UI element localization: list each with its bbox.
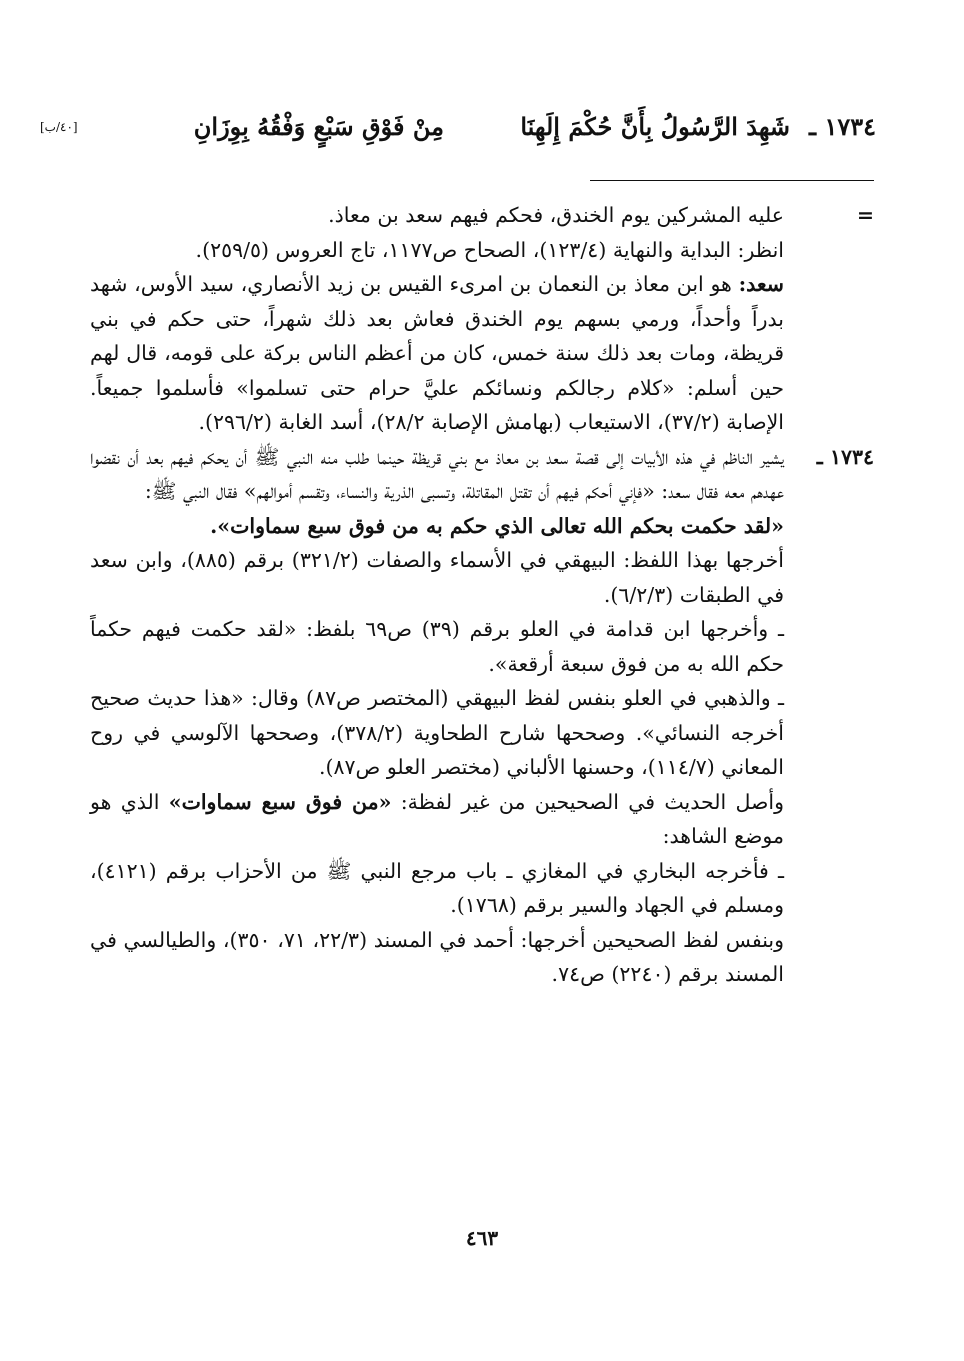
continuation-marker: =	[856, 203, 874, 227]
footnote-paragraph: ـ فأخرجه البخاري في المغازي ـ باب مرجع النبي ﷺ من الأحزاب برقم (٤١٢١)، ومسلم في الجهاد والسير برقم (١٧٦٨).	[90, 858, 784, 917]
footnote-number: ١٧٣٤ ـ	[816, 444, 874, 469]
page-number: ٤٦٣	[465, 1226, 499, 1250]
footnote-1734	[90, 440, 874, 992]
footnote-continuation	[90, 198, 874, 440]
footnote-paragraph: ـ والذهبي في العلو بنفس لفظ البيهقي (المختصر ص٨٧) وقال: «هذا حديث صحيح أخرجه النسائي». وصححها شارح الطحاوية (٣٧٨/٢)، وصححها الآلوسي في روح المعاني (١١٤/٧)، وحسنها الألباني (مختصر العلو ص٨٧).	[90, 686, 784, 779]
verse-number: ١٧٣٤ ـ	[809, 112, 876, 141]
footnote-paragraph: وأصل الحديث في الصحيحين من غير لفظة: «من فوق سبع سماوات» الذي هو موضع الشاهد:	[90, 789, 784, 848]
footnote-paragraph: ـ وأخرجها ابن قدامة في العلو برقم (٣٩) ص٦٩ بلفظ: «لقد حكمت فيهم حكماً حكم الله به من فوق سبعة أرقعة».	[90, 617, 784, 676]
footnote-paragraph: أخرجها بهذا اللفظ: البيهقي في الأسماء والصفات (٣٢١/٢) برقم (٨٨٥)، وابن سعد في الطبقات (٦/٢/٣).	[90, 548, 784, 607]
footnote-paragraph: عليه المشركين يوم الخندق، فحكم فيهم سعد بن معاذ.	[328, 203, 784, 227]
highlighted-phrase: «من فوق سبع سماوات»	[168, 789, 392, 814]
verse-line	[40, 108, 876, 152]
footnote-paragraph: انظر: البداية والنهاية (١٢٣/٤)، الصحاح ص١١٧٧، تاج العروس (٢٥٩/٥).	[195, 237, 784, 262]
footnote-paragraph: وبنفس لفظ الصحيحين أخرجها: أحمد في المسند (٢٢/٣، ٧١، ٣٥٠)، والطيالسي في المسند برقم (٢٢٤٠) ص٧٤.	[90, 927, 784, 986]
term-label: سعد:	[738, 272, 784, 296]
footnote-separator	[590, 180, 874, 181]
footnotes	[90, 198, 874, 992]
footnote-paragraph: سعد: هو ابن معاذ بن النعمان بن امرىء القيس بن زيد الأنصاري، سيد الأوس، شهد بدراً وأحداً، ورمي بسهم يوم الخندق فعاش بعد ذلك شهراً، حتى حكم في بني قريظة، ومات بعد ذلك سنة خمس، كان من أعظم الناس بركة على قومه، قال لهم حين أسلم: «كلام رجالكم ونسائكم عليَّ حرام حتى تسلموا» فأسلموا جميعاً. الإصابة (٣٧/٢)، الاستيعاب (بهامش الإصابة ٢٨/٢)، أسد الغابة (٢٩٦/٢).	[90, 272, 784, 434]
footnote-paragraph: يشير الناظم في هذه الأبيات إلى قصة سعد بن معاذ مع بني قريظة حينما طلب منه النبي ﷺ أن يحكم فيهم بعد أن نقضوا عهدهم معه فقال سعد: «فإني أحكم فيهم أن تقتل المقاتلة، وتسبى الذرية والنساء، وتقسم أموالهم» فقال النبي ﷺ:	[90, 444, 784, 503]
manuscript-reference: [٤٠/ب]	[40, 120, 78, 134]
hadith-quote: «لقد حكمت بحكم الله تعالى الذي حكم به من فوق سبع سماوات».	[210, 513, 784, 538]
verse-hemistich-second: مِنْ فَوْقِ سَبْعٍ وَفْقُهُ بِوِزَانِ	[193, 112, 444, 141]
verse-hemistich-first: شَهِدَ الرَّسُولُ بِأَنَّ حُكْمَ إِلَهِنَا	[520, 112, 790, 141]
